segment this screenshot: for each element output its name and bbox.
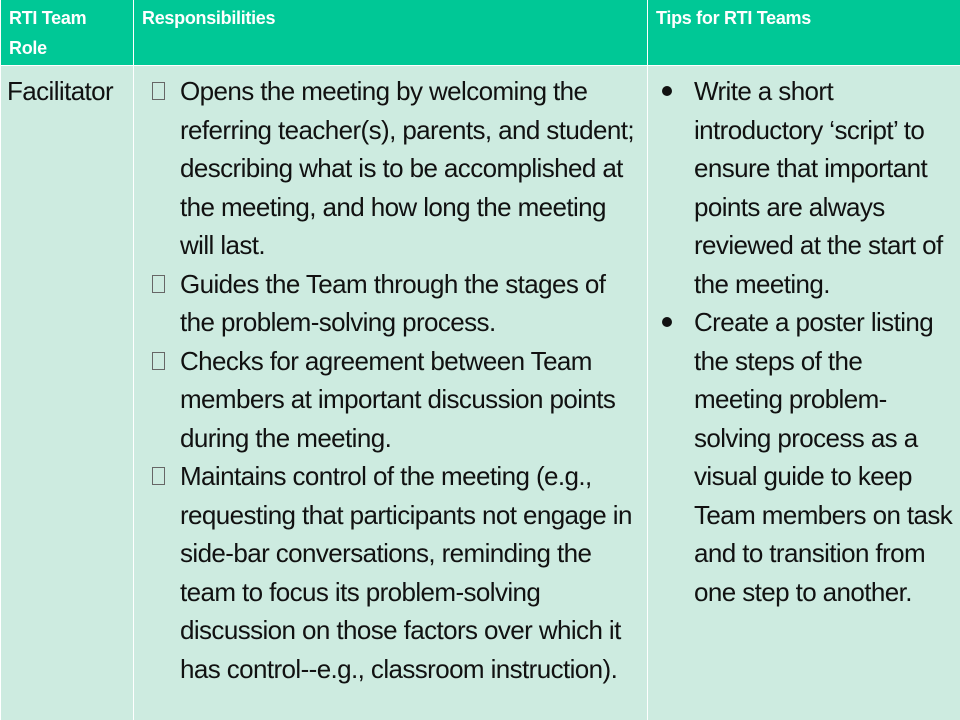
tip-text: Create a poster listing the steps of the meeting problem-solving process as a visual guide to keep Team members on task and to transition from one step to another. bbox=[694, 307, 953, 607]
responsibility-text: Guides the Team through the stages of the problem-solving process. bbox=[180, 268, 606, 337]
header-rti-team-role: RTI Team Role bbox=[1, 0, 134, 66]
missing-glyph-box-icon bbox=[152, 82, 165, 100]
header-responsibilities: Responsibilities bbox=[134, 0, 648, 66]
list-item bbox=[660, 72, 956, 303]
list-item bbox=[150, 457, 645, 688]
list-item bbox=[150, 342, 645, 458]
responsibility-text: Maintains control of the meeting (e.g., requesting that participants not engage in side-bar conversations, reminding the team to focus its problem-solving discussion on those factors over which it has control--e.g., classroom instruction). bbox=[180, 461, 632, 684]
header-row bbox=[1, 0, 960, 66]
list-item bbox=[150, 72, 645, 265]
tips-list bbox=[660, 72, 956, 611]
tip-text: Write a short introductory ‘script’ to ensure that important points are always reviewed at the start of the meeting. bbox=[694, 76, 943, 299]
tips-cell bbox=[648, 66, 960, 720]
list-item bbox=[660, 303, 956, 611]
bullet-dot-icon bbox=[662, 317, 672, 327]
missing-glyph-box-icon bbox=[152, 467, 165, 485]
responsibilities-cell bbox=[134, 66, 648, 720]
responsibility-text: Opens the meeting by welcoming the referring teacher(s), parents, and student; describing what is to be accomplished at the meeting, and how long the meeting will last. bbox=[180, 76, 635, 260]
role-cell: Facilitator bbox=[1, 66, 134, 720]
list-item bbox=[150, 265, 645, 342]
missing-glyph-box-icon bbox=[152, 352, 165, 370]
responsibilities-list bbox=[150, 72, 645, 688]
header-tips: Tips for RTI Teams bbox=[648, 0, 960, 66]
responsibility-text: Checks for agreement between Team members at important discussion points during the meeting. bbox=[180, 345, 616, 453]
missing-glyph-box-icon bbox=[152, 275, 165, 293]
bullet-dot-icon bbox=[662, 86, 672, 96]
table-row bbox=[1, 66, 960, 720]
